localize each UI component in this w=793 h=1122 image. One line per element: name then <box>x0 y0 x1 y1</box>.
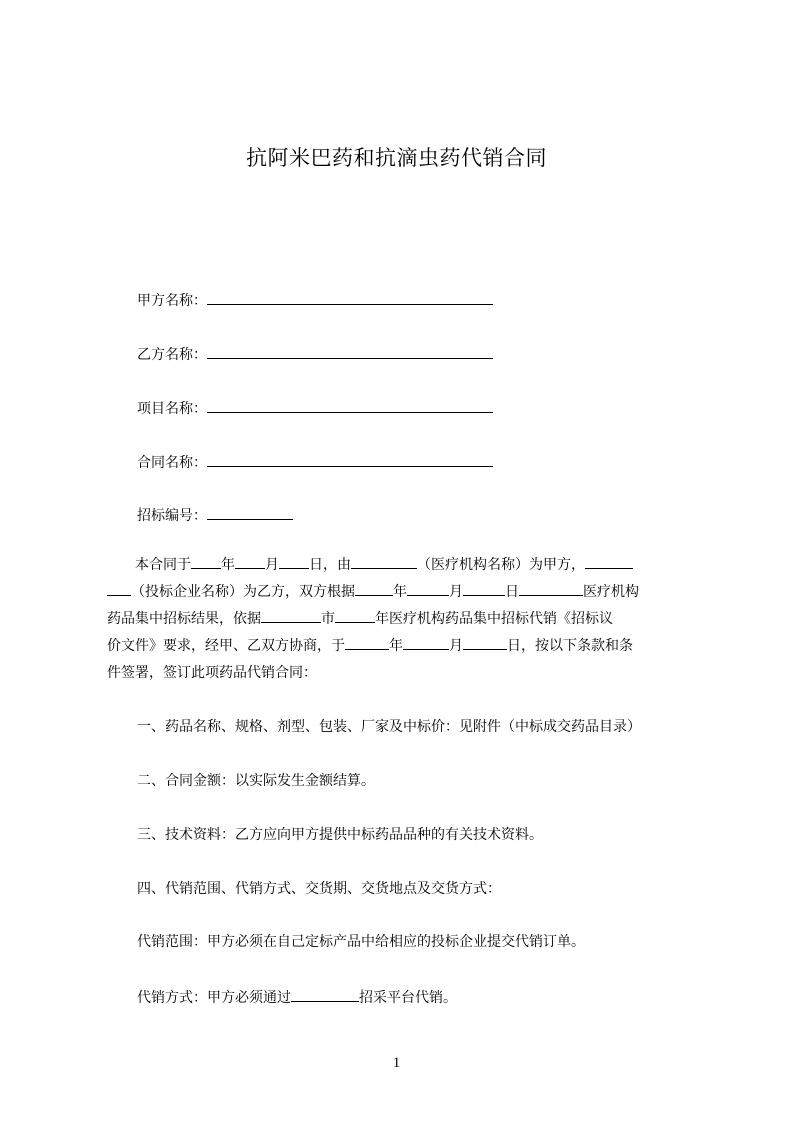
blank <box>261 607 321 623</box>
intro-text: （医疗机构名称）为甲方， <box>417 557 585 573</box>
blank <box>335 607 375 623</box>
blank <box>351 553 417 569</box>
blank <box>519 580 583 596</box>
contract-name-field <box>137 452 493 473</box>
intro-text: 年 <box>221 557 235 573</box>
blank <box>291 986 359 1002</box>
clause-sales-scope: 代销范围：甲方必须在自己定标产品中给相应的投标企业提交代销订单。 <box>137 934 585 950</box>
party-b-blank <box>207 344 493 359</box>
contract-blank <box>207 452 493 467</box>
intro-text: 年医疗机构药品集中招标代销《招标议 <box>375 611 613 627</box>
intro-text: 年 <box>393 584 407 600</box>
intro-row-1 <box>107 552 701 579</box>
project-name-field <box>137 398 493 419</box>
intro-text: 价文件》要求，经甲、乙双方协商，于 <box>107 638 345 654</box>
blank <box>403 634 449 650</box>
intro-text: 日，由 <box>309 557 351 573</box>
blank <box>191 553 221 569</box>
sales-method-text: 代销方式：甲方必须通过 <box>137 990 291 1006</box>
party-a-label: 甲方名称： <box>137 293 207 309</box>
tender-number-field <box>137 505 293 526</box>
intro-row-2 <box>107 579 701 606</box>
clause-1: 一、药品名称、规格、剂型、包装、厂家及中标价：见附件（中标成交药品目录） <box>137 719 641 735</box>
intro-text: 日 <box>505 584 519 600</box>
intro-paragraph <box>107 552 701 687</box>
intro-text: 月 <box>449 638 463 654</box>
intro-text: 医疗机构 <box>583 584 639 600</box>
clause-2: 二、合同金额：以实际发生金额结算。 <box>137 773 375 789</box>
tender-blank <box>207 505 293 520</box>
contract-label: 合同名称： <box>137 455 207 471</box>
clause-sales-method <box>137 986 457 1008</box>
party-b-name-field <box>137 344 493 365</box>
intro-text: 月 <box>449 584 463 600</box>
tender-label: 招标编号： <box>137 508 207 524</box>
blank <box>279 553 309 569</box>
sales-method-text-end: 招采平台代销。 <box>359 990 457 1006</box>
project-blank <box>207 398 493 413</box>
intro-text: 日，按以下条款和条 <box>507 638 633 654</box>
party-b-label: 乙方名称： <box>137 347 207 363</box>
intro-text: （投标企业名称）为乙方，双方根据 <box>131 584 355 600</box>
intro-row-5 <box>107 660 701 687</box>
clause-4: 四、代销范围、代销方式、交货期、交货地点及交货方式： <box>137 881 501 897</box>
document-title: 抗阿米巴药和抗滴虫药代销合同 <box>246 146 547 170</box>
party-a-name-field <box>137 290 493 311</box>
blank <box>107 580 131 596</box>
intro-row-4 <box>107 633 701 660</box>
intro-row-3 <box>107 606 701 633</box>
intro-text: 药品集中招标结果，依据 <box>107 611 261 627</box>
intro-text: 本合同于 <box>135 557 191 573</box>
intro-text: 市 <box>321 611 335 627</box>
blank <box>407 580 449 596</box>
intro-text: 月 <box>265 557 279 573</box>
blank <box>463 634 507 650</box>
blank <box>345 634 389 650</box>
blank <box>235 553 265 569</box>
clause-3: 三、技术资料：乙方应向甲方提供中标药品品种的有关技术资料。 <box>137 827 543 843</box>
intro-text: 年 <box>389 638 403 654</box>
blank <box>585 553 633 569</box>
page-number: 1 <box>392 1055 401 1071</box>
intro-text: 件签署，签订此项药品代销合同： <box>107 665 317 681</box>
blank <box>463 580 505 596</box>
project-label: 项目名称： <box>137 401 207 417</box>
blank <box>355 580 393 596</box>
party-a-blank <box>207 290 493 305</box>
